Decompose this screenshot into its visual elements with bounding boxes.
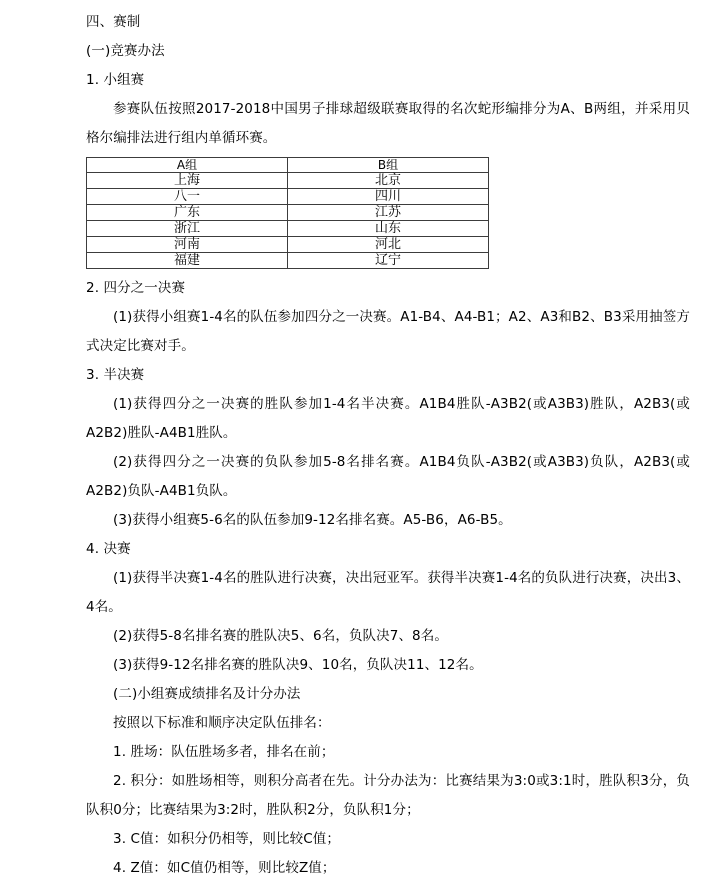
- table-row: [87, 253, 489, 269]
- column-header-group-b: B组: [288, 158, 489, 173]
- team-cell: 江苏: [288, 205, 489, 221]
- subsection-heading-competition-method: (一)竞赛办法: [86, 43, 165, 59]
- paragraph-quarterfinal-1: (1)获得小组赛1-4名的队伍参加四分之一决赛。A1-B4、A4-B1；A2、A3和B2、B3采用抽签方式决定比赛对手。: [86, 309, 690, 354]
- paragraph-criterion-z-value: 4. Z值：如C值仍相等，则比较Z值；: [113, 860, 336, 876]
- group-table-wrapper: [86, 157, 690, 269]
- team-cell: 上海: [87, 173, 288, 189]
- section-heading: 四、赛制: [86, 14, 141, 30]
- paragraph-ranking-intro: 按照以下标准和顺序决定队伍排名：: [113, 715, 331, 731]
- team-cell: 北京: [288, 173, 489, 189]
- team-cell: 山东: [288, 221, 489, 237]
- team-cell: 浙江: [87, 221, 288, 237]
- table-row: [87, 189, 489, 205]
- heading-quarterfinal: 2. 四分之一决赛: [86, 280, 186, 296]
- table-body: [87, 173, 489, 269]
- team-cell: 福建: [87, 253, 288, 269]
- subsection-heading-ranking-method: (二)小组赛成绩排名及计分办法: [113, 686, 301, 702]
- heading-group-stage: 1. 小组赛: [86, 72, 145, 88]
- paragraph-final-3: (3)获得9-12名排名赛的胜队决9、10名，负队决11、12名。: [113, 657, 483, 673]
- group-assignment-table: [86, 157, 489, 269]
- paragraph-semifinal-1: (1)获得四分之一决赛的胜队参加1-4名半决赛。A1B4胜队-A3B2(或A3B3)胜队，A2B3(或A2B2)胜队-A4B1胜队。: [86, 396, 690, 441]
- table-row: [87, 173, 489, 189]
- table-header-row: [87, 158, 489, 173]
- team-cell: 河北: [288, 237, 489, 253]
- table-row: [87, 221, 489, 237]
- paragraph-final-1: (1)获得半决赛1-4名的胜队进行决赛，决出冠亚军。获得半决赛1-4名的负队进行决赛，决出3、4名。: [86, 570, 690, 615]
- table-row: [87, 205, 489, 221]
- paragraph-criterion-c-value: 3. C值：如积分仍相等，则比较C值；: [113, 831, 340, 847]
- paragraph-criterion-wins: 1. 胜场：队伍胜场多者，排名在前；: [113, 744, 335, 760]
- heading-semifinal: 3. 半决赛: [86, 367, 145, 383]
- paragraph-semifinal-2: (2)获得四分之一决赛的负队参加5-8名排名赛。A1B4负队-A3B2(或A3B3)负队，A2B3(或A2B2)负队-A4B1负队。: [86, 454, 690, 499]
- table-row: [87, 237, 489, 253]
- team-cell: 四川: [288, 189, 489, 205]
- column-header-group-a: A组: [87, 158, 288, 173]
- paragraph-final-2: (2)获得5-8名排名赛的胜队决5、6名，负队决7、8名。: [113, 628, 448, 644]
- team-cell: 广东: [87, 205, 288, 221]
- paragraph-group-stage-description: 参赛队伍按照2017-2018中国男子排球超级联赛取得的名次蛇形编排分为A、B两组，并采用贝格尔编排法进行组内单循环赛。: [86, 101, 690, 146]
- paragraph-semifinal-3: (3)获得小组赛5-6名的队伍参加9-12名排名赛。A5-B6，A6-B5。: [113, 512, 512, 528]
- heading-final: 4. 决赛: [86, 541, 131, 557]
- team-cell: 八一: [87, 189, 288, 205]
- paragraph-criterion-points: 2. 积分：如胜场相等，则积分高者在先。计分办法为：比赛结果为3:0或3:1时，胜队积3分，负队积0分；比赛结果为3:2时，胜队积2分，负队积1分；: [86, 773, 690, 818]
- team-cell: 河南: [87, 237, 288, 253]
- team-cell: 辽宁: [288, 253, 489, 269]
